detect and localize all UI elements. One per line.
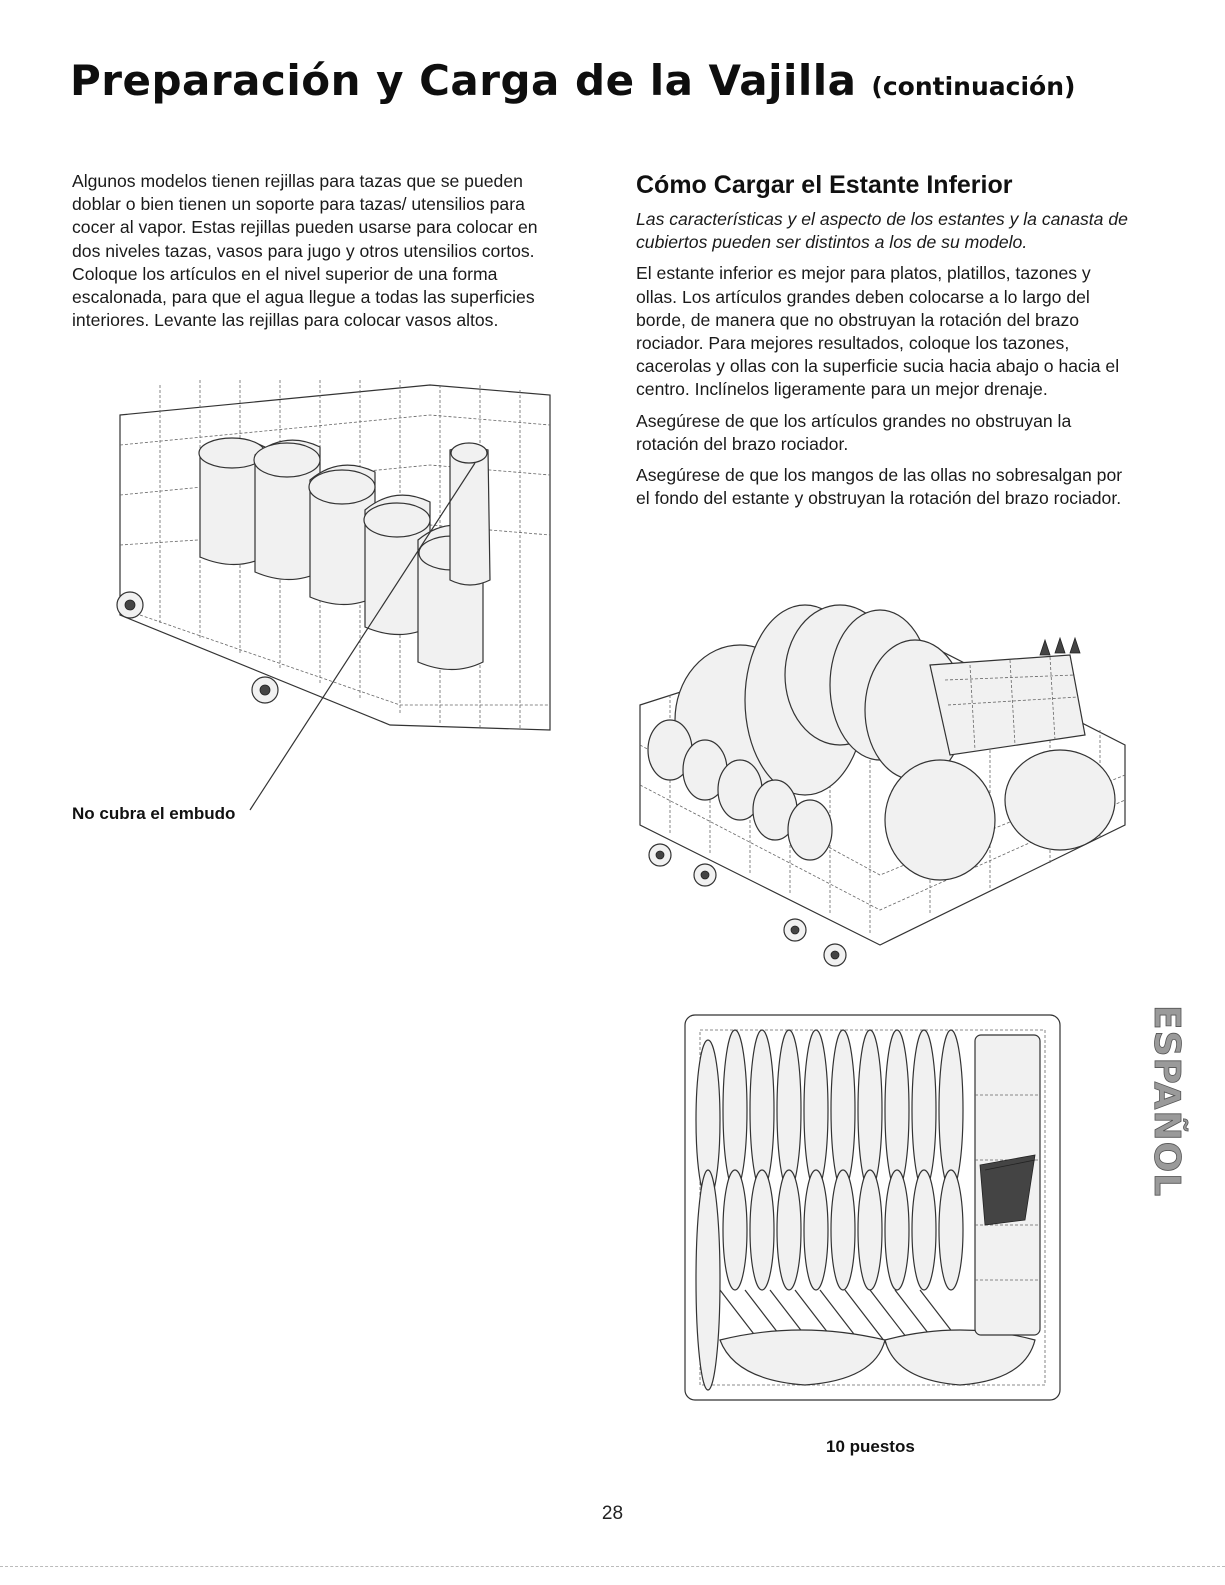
rack-wheels — [117, 592, 278, 703]
model-note: Las características y el aspecto de los estantes y la canasta de cubiertos pueden ser distintos a los de su modelo. — [636, 209, 1128, 253]
page-title — [70, 56, 1075, 105]
lower-rack-topview-illustration — [680, 1010, 1065, 1410]
rack-wheels — [649, 844, 846, 966]
upper-rack-illustration — [100, 375, 560, 815]
language-side-label-text: ESPAÑOL — [1146, 1005, 1187, 1198]
silverware-basket — [930, 638, 1085, 755]
page-number: 28 — [601, 1503, 624, 1524]
lower-rack-paragraph-2: Asegúrese de que los artículos grandes no obstruyan la rotación del brazo rociador. — [636, 410, 1072, 454]
left-column — [72, 170, 557, 332]
section-heading: Cómo Cargar el Estante Inferior — [636, 171, 1013, 199]
bottom-divider — [0, 1566, 1225, 1567]
silverware-basket — [975, 1035, 1040, 1335]
bowls — [720, 1330, 1035, 1385]
page-title-main: Preparación y Carga de la Vajilla — [70, 56, 857, 105]
lower-rack-illustration — [630, 585, 1130, 980]
right-column — [636, 168, 1131, 518]
language-side-label — [1125, 1000, 1187, 1245]
lower-rack-paragraph-3: Asegúrese de que los mangos de las ollas no sobresalgan por el fondo del estante y obstruyan la rotación del brazo rociador. — [636, 465, 1123, 509]
cups — [199, 438, 490, 670]
topview-caption: 10 puestos — [826, 1437, 915, 1456]
funnel-caption: No cubra el embudo — [72, 804, 236, 823]
page-title-suffix: (continuación) — [871, 72, 1076, 101]
cup-rack-paragraph: Algunos modelos tienen rejillas para tazas que se pueden doblar o bien tienen un soporte para tazas/ utensilios para cocer al vapor. Estas rejillas pueden usarse para colocar en dos niveles tazas, vasos para jugo y otros utensilios cortos. Coloque los artículos en el nivel superior de una forma escalonada, para que el agua llegue a todas las superficies interiores. Levante las rejillas para colocar vasos altos. — [72, 171, 538, 331]
bowls — [885, 750, 1115, 880]
lower-rack-paragraph-1: El estante inferior es mejor para platos, platillos, tazones y ollas. Los artículos grandes deben colocarse a lo largo del borde, de manera que no obstruyan la rotación del brazo rociador. Para mejores resultados, coloque los tazones, cacerolas y ollas con la superficie sucia hacia abajo o hacia el centro. Inclínelos ligeramente para un mejor drenaje. — [636, 263, 1120, 400]
